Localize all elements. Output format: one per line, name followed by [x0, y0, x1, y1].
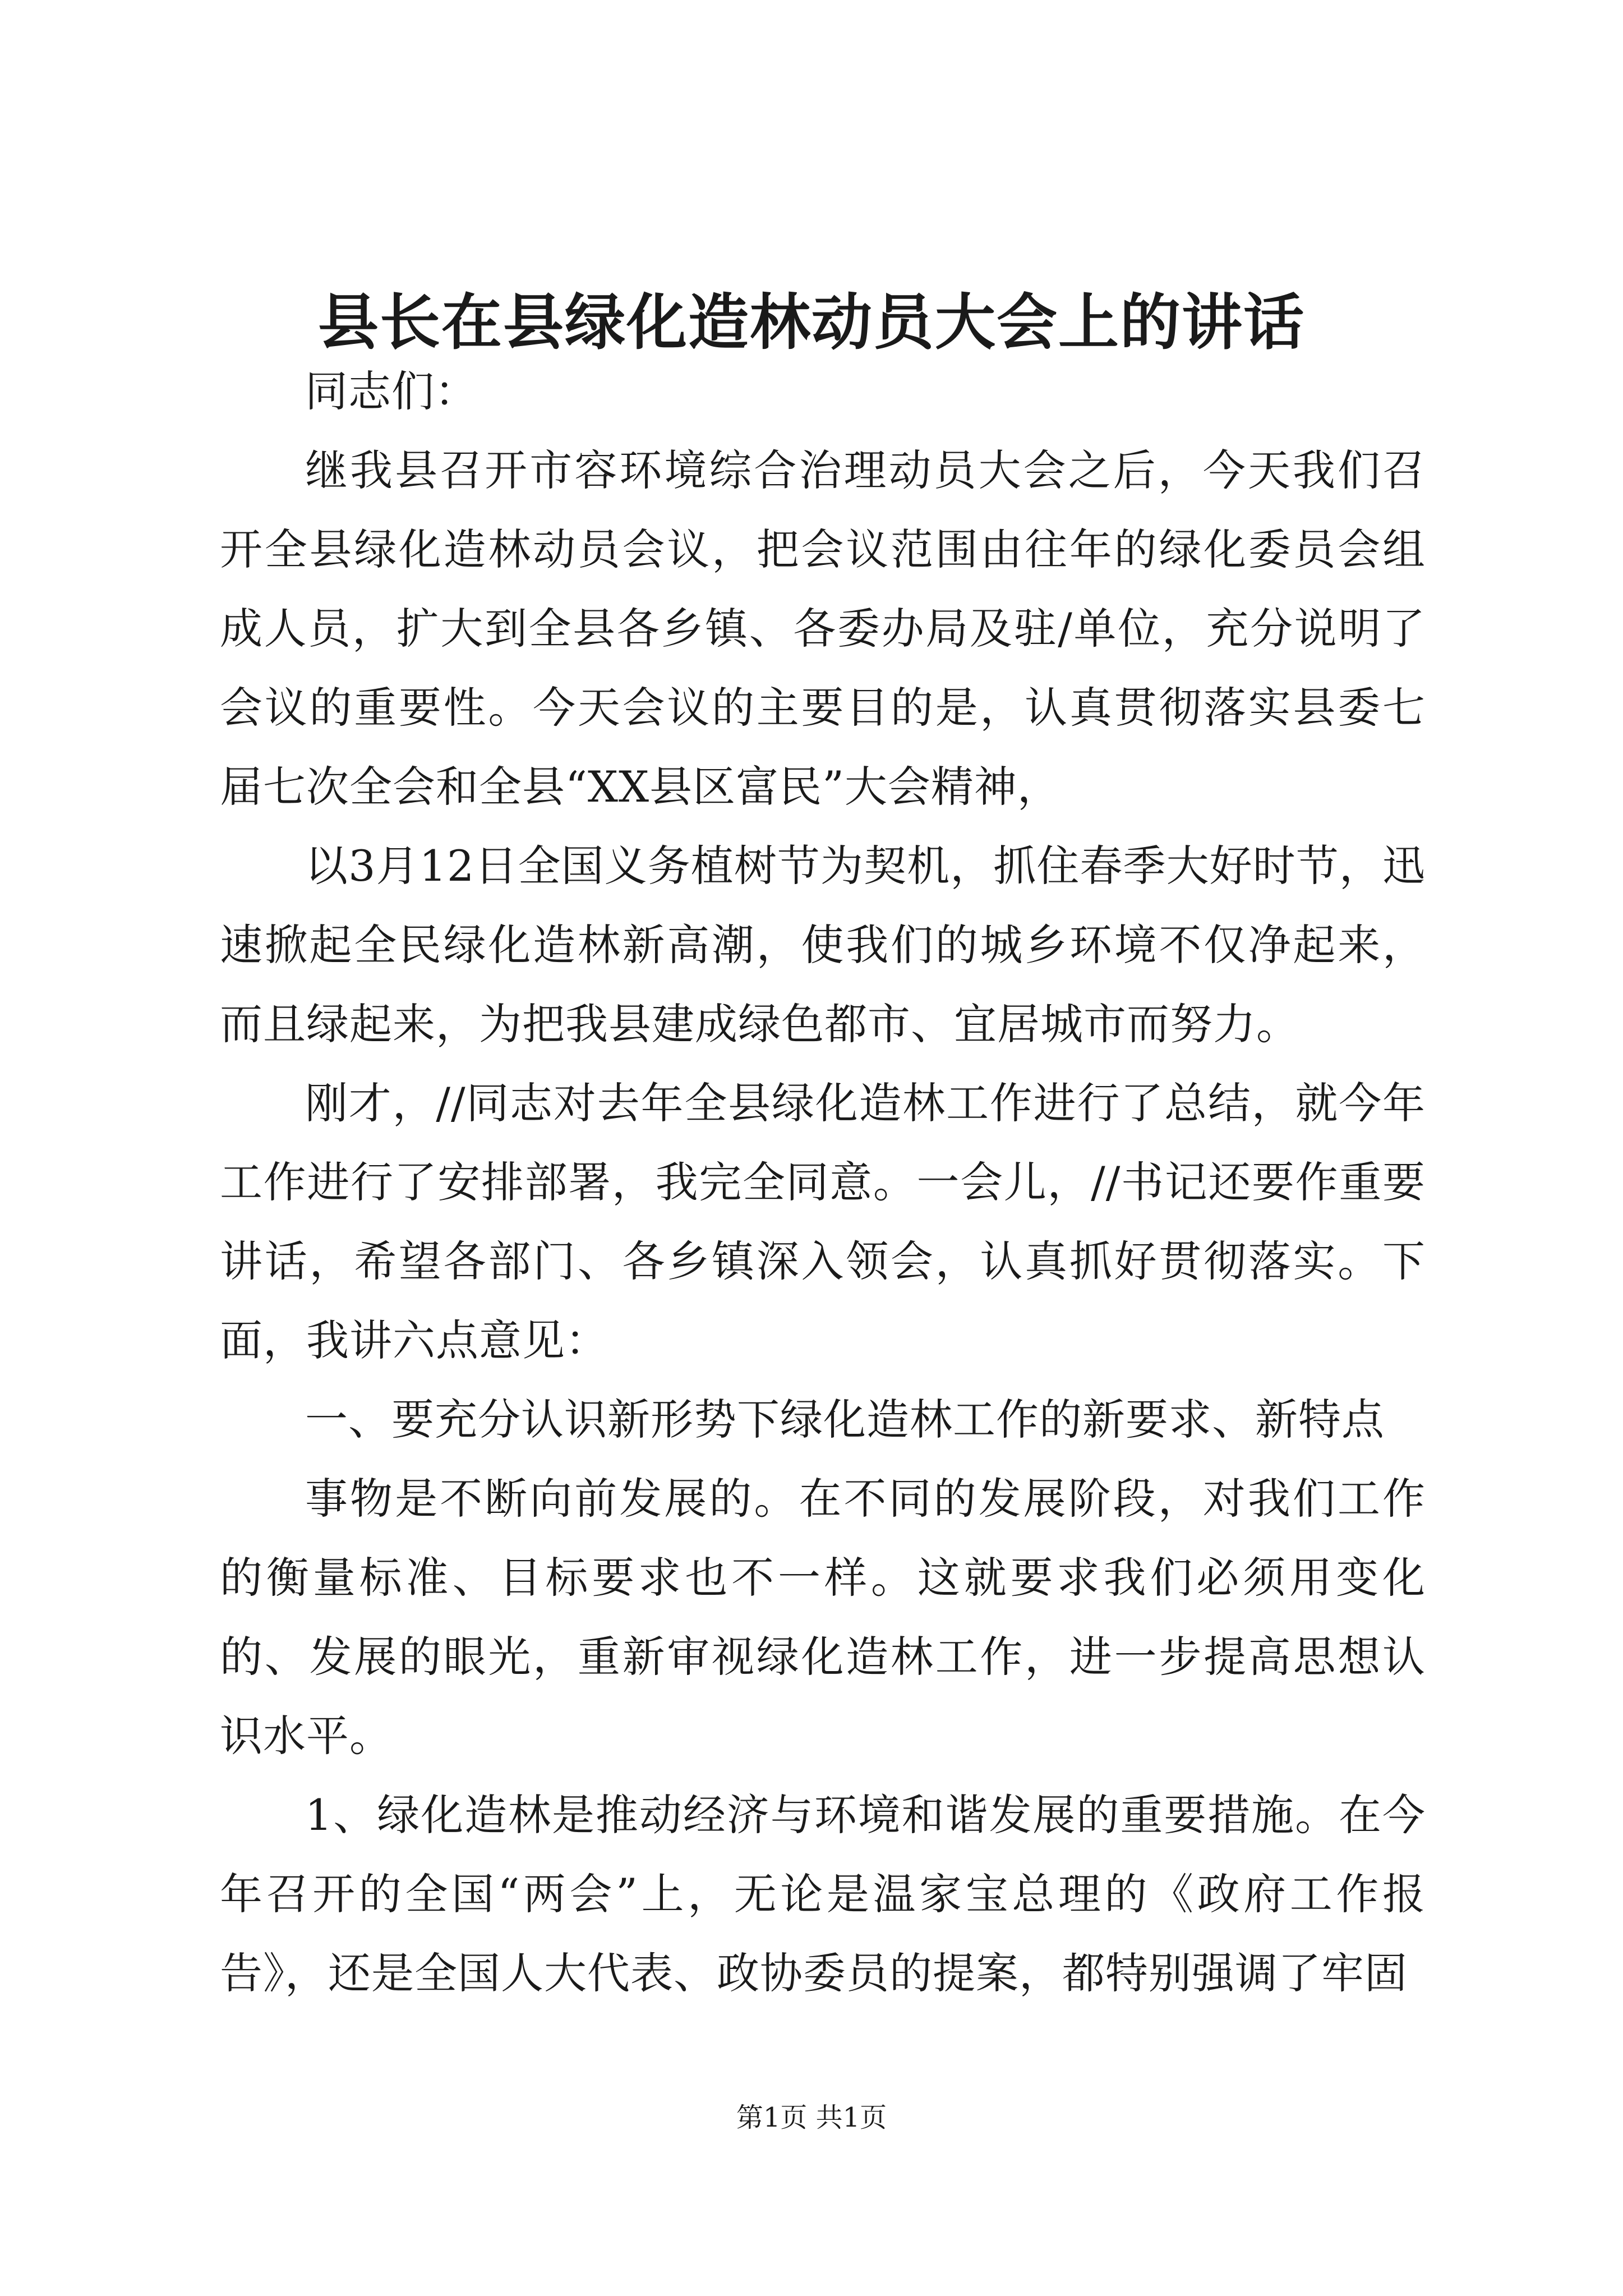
paragraph: 以3月12日全国义务植树节为契机，抓住春季大好时节，迅速掀起全民绿化造林新高潮，使我们的城乡环境不仅净起来，而且绿起来，为把我县建成绿色都市、宜居城市而努力。 — [220, 841, 1426, 1049]
document-body — [220, 352, 1426, 2013]
paragraph: 事物是不断向前发展的。在不同的发展阶段，对我们工作的衡量标准、目标要求也不一样。这就要求我们必须用变化的、发展的眼光，重新审视绿化造林工作，进一步提高思想认识水平。 — [220, 1474, 1426, 1761]
section-heading: 一、要充分认识新形势下绿化造林工作的新要求、新特点 — [305, 1395, 1385, 1444]
paragraph: 1、绿化造林是推动经济与环境和谐发展的重要措施。在今年召开的全国“两会”上，无论是温家宝总理的《政府工作报告》，还是全国人大代表、政协委员的提案，都特别强调了牢固 — [220, 1790, 1426, 1998]
document-title: 县长在县绿化造林动员大会上的讲话 — [317, 287, 1305, 358]
paragraph: 刚才，//同志对去年全县绿化造林工作进行了总结，就今年工作进行了安排部署，我完全同意。一会儿，//书记还要作重要讲话，希望各部门、各乡镇深入领会，认真抓好贯彻落实。下面，我讲六点意见： — [220, 1078, 1426, 1365]
page-footer: 第1页 共1页 — [736, 2102, 887, 2133]
paragraph: 继我县召开市容环境综合治理动员大会之后，今天我们召开全县绿化造林动员会议，把会议范围由往年的绿化委员会组成人员，扩大到全县各乡镇、各委办局及驻/单位，充分说明了会议的重要性。今天会议的主要目的是，认真贯彻落实县委七届七次全会和全县“XX县区富民”大会精神， — [220, 445, 1426, 812]
paragraph-salutation: 同志们： — [305, 366, 478, 416]
